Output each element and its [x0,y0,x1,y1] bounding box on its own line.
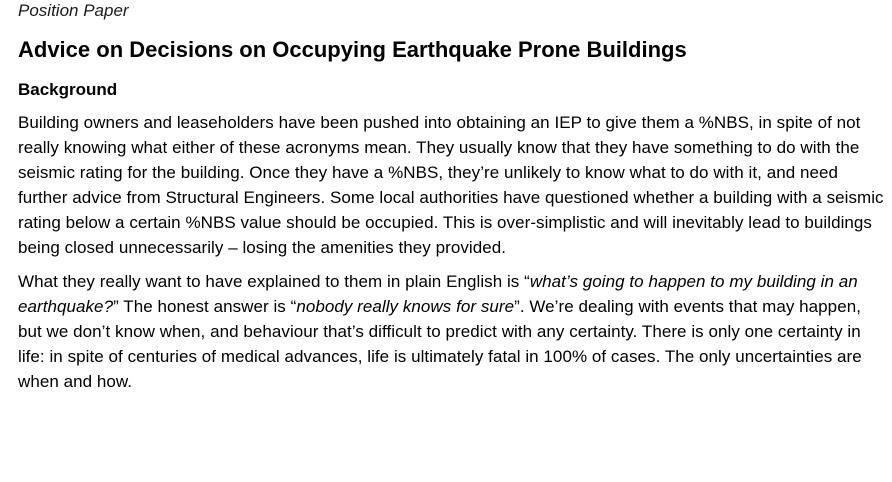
document-title: Advice on Decisions on Occupying Earthquake Prone Buildings [18,37,687,62]
paragraph-2 [18,269,884,394]
paragraph-2-text-1: What they really want to have explained to them in plain English is “ [18,272,530,291]
paragraph-2-quote-answer: nobody really knows for sure [296,297,515,316]
section-heading-background: Background [18,80,118,99]
paragraph-1-text: Building owners and leaseholders have been pushed into obtaining an IEP to give them a %NBS, in spite of not really knowing what either of these acronyms mean. They usually know that they have something to do with the seismic rating for the building. Once they have a %NBS, they’re unlikely to know what to do with it, and need further advice from Structural Engineers. Some local authorities have questioned whether a building with a seismic rating below a certain %NBS value should be occupied. This is over-simplistic and will inevitably lead to buildings being closed unnecessarily – losing the amenities they provided. [18,113,884,257]
paragraph-2-text-3: ”. We’re dealing with events that may happen, but we don’t know when, and behaviour that’s difficult to predict with any certainty. There is only one certainty in life: in spite of centuries of medical advances, life is ultimately fatal in 100% of cases. The only uncertainties are when and how. [18,297,862,391]
document-page [18,0,884,394]
paragraph-2-quote-question: what’s going to happen to my building in an earthquake? [18,272,858,316]
document-type-label: Position Paper [18,1,129,20]
paragraph-2-text-2: ” The honest answer is “ [113,297,297,316]
paragraph-1 [18,110,884,260]
